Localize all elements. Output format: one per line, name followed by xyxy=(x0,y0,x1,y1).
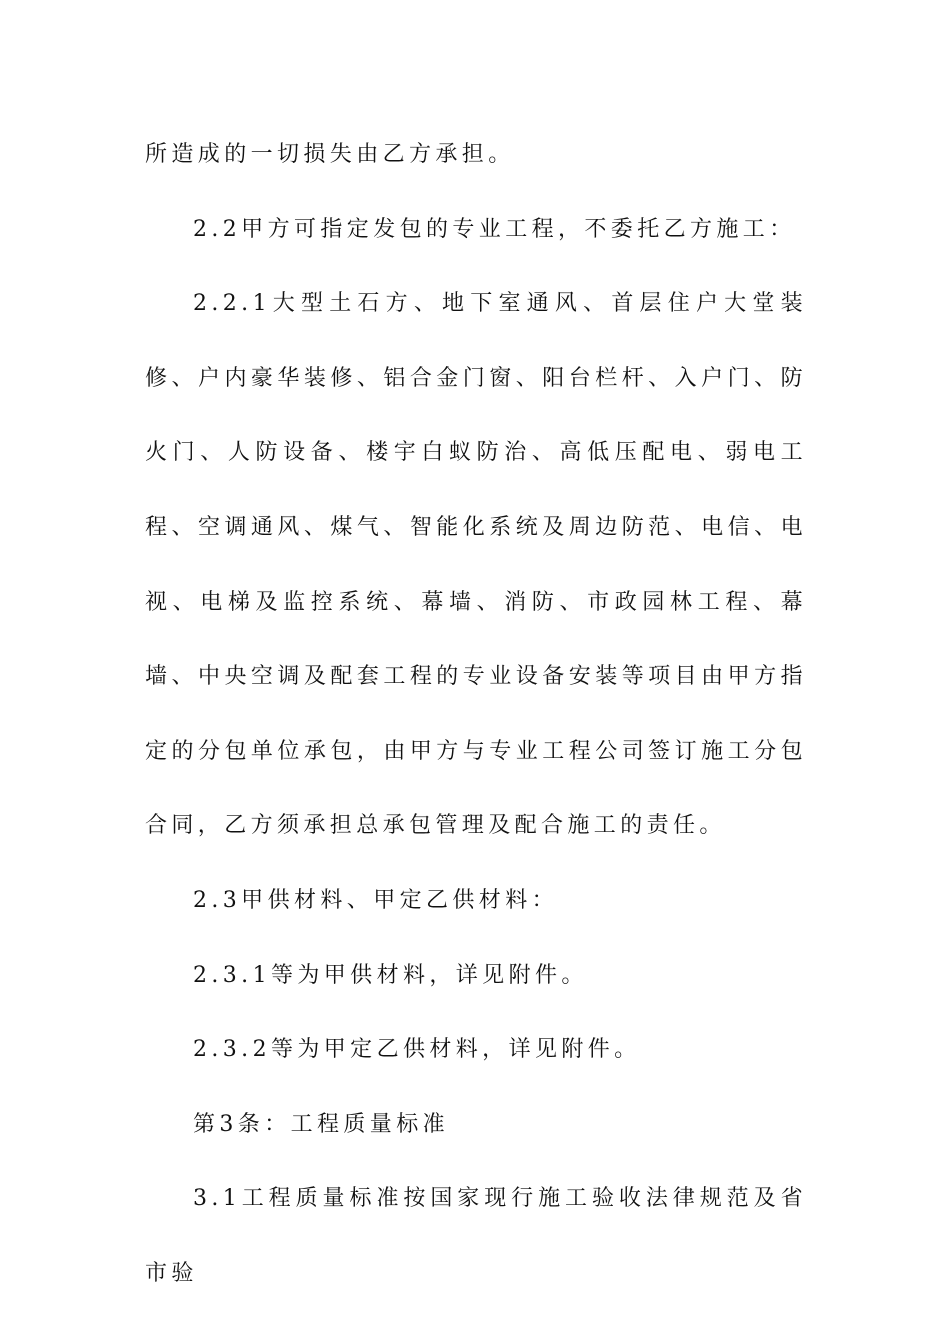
document-body xyxy=(145,118,807,1312)
section-3-heading: 第3条：工程质量标准 xyxy=(193,1111,449,1137)
paragraph-2-2-1: 2.2.1大型土石方、地下室通风、首层住户大堂装修、户内豪华装修、铝合金门窗、阳台栏杆、入户门、防火门、人防设备、楼宇白蚁防治、高低压配电、弱电工程、空调通风、煤气、智能化系统及周边防范、电信、电视、电梯及监控系统、幕墙、消防、市政园林工程、幕墙、中央空调及配套工程的专业设备安装等项目由甲方指定的分包单位承包，由甲方与专业工程公司签订施工分包合同，乙方须承担总承包管理及配合施工的责任。 xyxy=(145,291,807,839)
paragraph-2-3-2: 2.3.2等为甲定乙供材料，详见附件。 xyxy=(193,1037,641,1063)
paragraph-2-2: 2.2甲方可指定发包的专业工程，不委托乙方施工： xyxy=(193,216,796,242)
paragraph-2-3: 2.3甲供材料、甲定乙供材料： xyxy=(193,887,558,913)
paragraph-2-3-1: 2.3.1等为甲供材料，详见附件。 xyxy=(193,962,588,988)
paragraph-continuation: 所造成的一切损失由乙方承担。 xyxy=(145,142,515,167)
paragraph-3-1: 3.1工程质量标准按国家现行施工验收法律规范及省市验 xyxy=(145,1186,807,1286)
